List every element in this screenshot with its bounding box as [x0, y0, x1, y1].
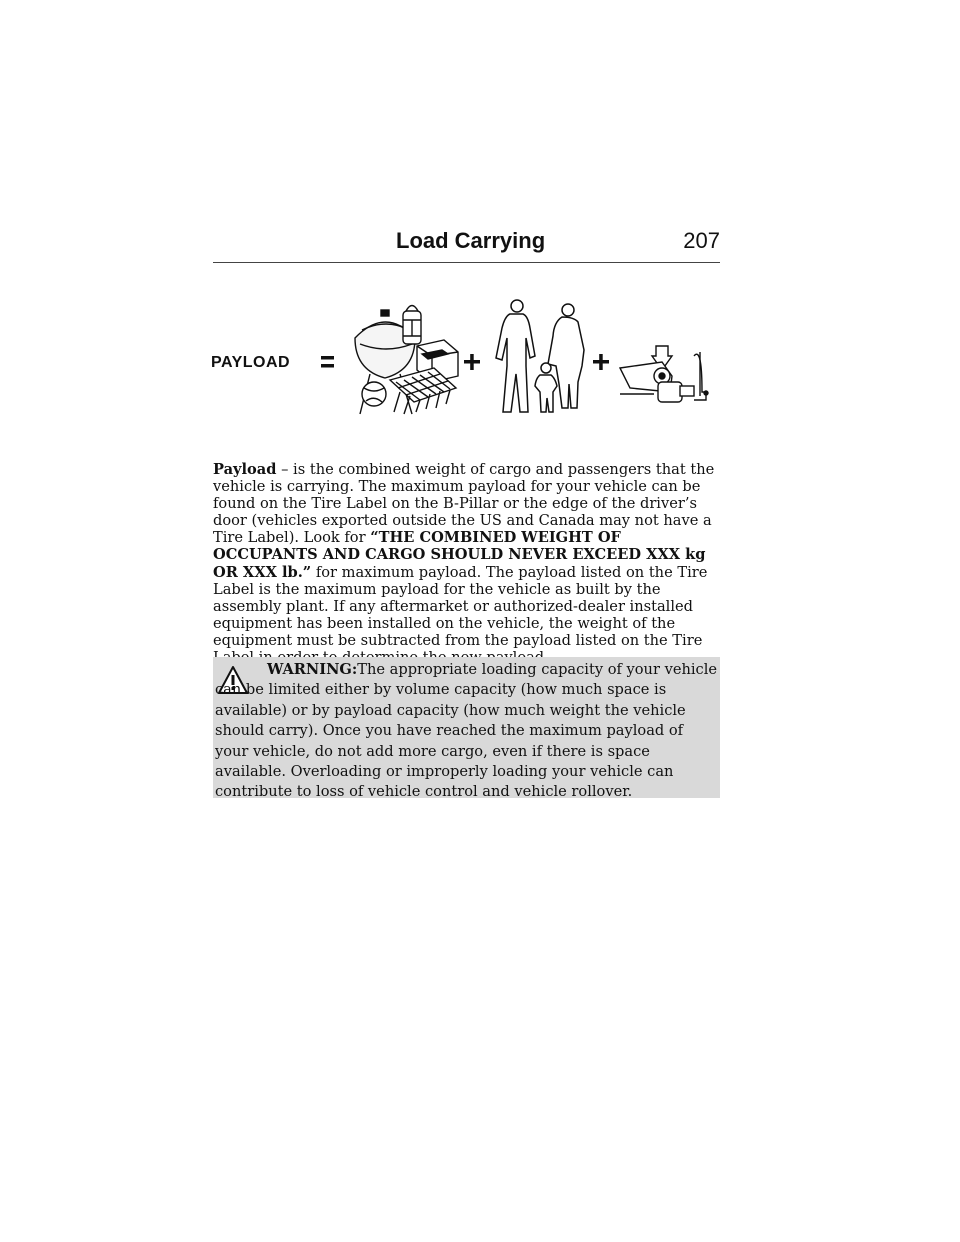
paragraph-text-2: for maximum payload. The payload listed on the Tire Label is the maximum payload for the vehicle as built by the assembly plant. If any aftermarket or authorized-dealer installed equipment has been installed on the vehicle, the weight of the equipment must be subtracted from the payload listed on the Tire — [213, 563, 708, 649]
equals-sign — [321, 356, 334, 368]
tire-label-quote: “THE COMBINED WEIGHT OF OCCUPANTS AND CARGO SHOULD NEVER EXCEED XXX kg OR XXX lb.” — [213, 529, 706, 581]
payload-paragraph — [213, 461, 725, 666]
payload-illustration — [210, 296, 710, 418]
warning-box — [213, 657, 720, 801]
payload-label: PAYLOAD — [211, 354, 291, 371]
page-number: 207 — [683, 228, 720, 253]
section-title: Load Carrying — [396, 228, 546, 253]
page-header — [213, 228, 720, 263]
warning-label: WARNING: — [267, 661, 358, 678]
warning-body: The appropriate loading capacity of your vehicle can be limited either by volume capacity (how much space is available) or by payload capacity (how much weight the vehicle should carry). Once you have reached the maximum payload of your vehicle, do not add more cargo, even if there is space available. Overloading or improperly loading your vehicle can contribute to loss of vehicle control and vehicle rollover. — [215, 661, 717, 801]
plus-sign — [593, 354, 609, 370]
trailer-hitch-icon — [620, 346, 708, 402]
passengers-icon — [496, 300, 584, 412]
paragraph-text-1: – is the combined weight of cargo and passengers that the vehicle is carrying. The maximum payload for your vehicle can be found on the Tire Label on the B-Pillar or the edge of the driver’s door (vehicles exported outside the US and Canada may not have a Tire Label). Look for — [213, 461, 715, 547]
cargo-icon — [355, 306, 458, 415]
payload-term: Payload — [213, 461, 277, 478]
plus-sign — [464, 354, 480, 370]
warning-text — [213, 660, 718, 803]
